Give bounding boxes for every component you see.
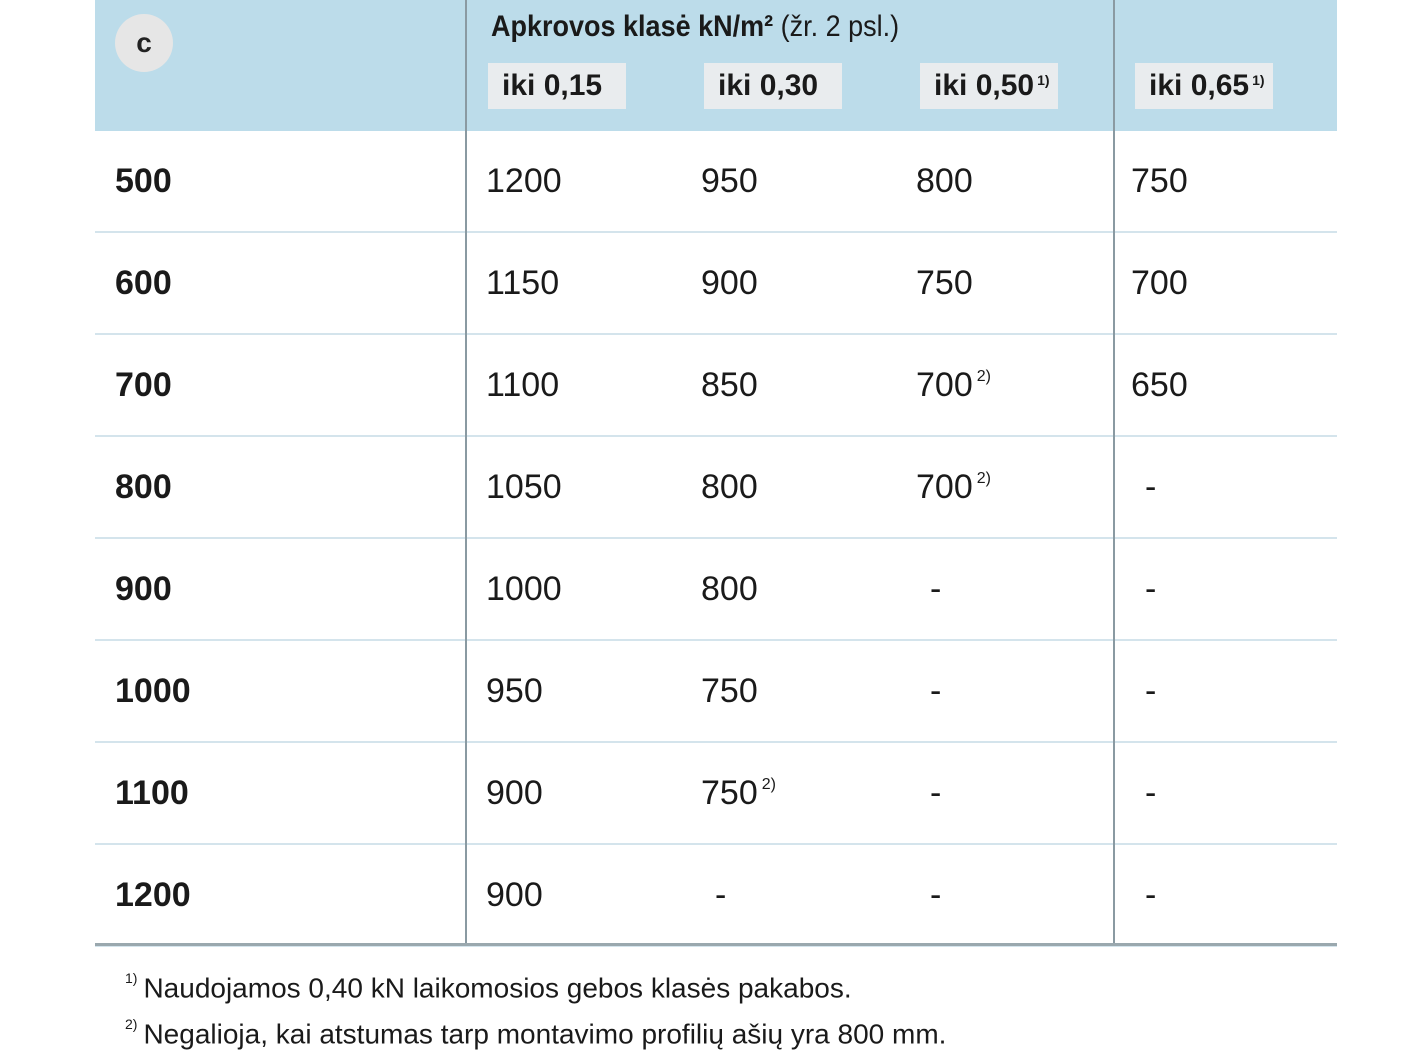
column-header-label: iki 0,50 [934,69,1035,102]
table-cell [1145,437,1156,537]
table-cell [701,335,758,435]
cell-value: 1100 [486,365,560,404]
cell-value: 900 [701,263,758,302]
cell-value: 700 [1131,263,1188,302]
cell-value: 750 [1131,161,1188,200]
table-cell [486,131,562,231]
load-class-title-bold: Apkrovos klasė kN/m² [491,10,774,43]
table-row [95,335,1337,437]
footnote-marker: 1) [1252,72,1265,88]
cell-value: - [715,875,727,914]
footnote-marker: 2) [125,1016,138,1033]
cell-value: - [1145,467,1157,506]
span-table [95,0,1337,914]
cell-value: 900 [486,773,543,812]
table-row [95,233,1337,335]
row-c-value: 700 [115,365,172,404]
cell-value: - [1145,875,1157,914]
table-header [95,0,1337,131]
row-c-value: 600 [115,263,172,302]
table-cell [1131,131,1188,231]
cell-value: 1200 [486,161,562,200]
table-cell [486,539,562,639]
table-cell [1145,743,1156,843]
cell-value: 1000 [486,569,562,608]
table-cell [701,437,758,537]
footnote-marker: 1) [1037,72,1050,88]
column-header-label: iki 0,15 [502,69,603,102]
table-cell [701,641,758,741]
table-cell [1145,641,1156,741]
table-bottom-rule [95,943,1337,946]
footnotes [125,962,946,1055]
table-cell [715,845,726,945]
column-divider [1113,0,1115,945]
table-row [95,437,1337,539]
table-cell [1131,233,1188,333]
cell-value: 1050 [486,467,562,506]
column-header-chip [488,63,626,109]
column-header-label: iki 0,65 [1149,69,1250,102]
column-header-chip [1135,63,1273,109]
cell-value: 750 [701,773,758,812]
table-cell [930,539,941,639]
footnote [125,962,946,1008]
table-cell [486,743,543,843]
cell-value: - [1145,773,1157,812]
table-cell [1145,845,1156,945]
cell-value: 950 [486,671,543,710]
table-cell [701,743,776,843]
table-cell [916,437,991,537]
column-divider [465,0,467,945]
table-cell [916,233,973,333]
row-c-value: 1200 [115,875,191,914]
table-cell [930,845,941,945]
table-row [95,641,1337,743]
column-header-label: iki 0,30 [718,69,819,102]
column-c-badge: c [115,14,173,72]
table-cell [1131,335,1188,435]
row-c-value: 1000 [115,671,191,710]
footnote-text: Negalioja, kai atstumas tarp montavimo profilių ašių yra 800 mm. [143,1018,947,1050]
table-cell [930,641,941,741]
table-row [95,539,1337,641]
footnote-marker: 1) [125,970,138,986]
footnote [125,1008,946,1054]
column-header-chip [704,63,842,109]
cell-value: 1150 [486,263,560,302]
footnote-text: Naudojamos 0,40 kN laikomosios gebos klasės pakabos. [143,972,852,1004]
cell-value: - [1145,671,1157,710]
cell-value: - [930,875,942,914]
cell-value: 750 [916,263,973,302]
table-cell [701,539,758,639]
table-cell [486,437,562,537]
cell-value: - [930,671,942,710]
table-row [95,131,1337,233]
cell-value: 700 [916,365,973,404]
row-c-value: 800 [115,467,172,506]
table-cell [486,845,543,945]
cell-value: 950 [701,161,758,200]
table-cell [930,743,941,843]
table-row [95,845,1337,947]
table-cell [486,335,559,435]
footnote-marker: 2) [976,470,991,487]
table-cell [1145,539,1156,639]
footnote-marker: 2) [761,776,776,793]
table-cell [916,131,973,231]
load-class-title-ref: (žr. 2 psl.) [773,10,900,43]
cell-value: 800 [916,161,973,200]
load-class-title [491,10,899,44]
column-header-chip [920,63,1058,109]
cell-value: 850 [701,365,758,404]
cell-value: - [930,569,942,608]
table-cell [701,131,758,231]
cell-value: 800 [701,467,758,506]
cell-value: 700 [916,467,973,506]
cell-value: 800 [701,569,758,608]
cell-value: - [1145,569,1157,608]
cell-value: 900 [486,875,543,914]
cell-value: 650 [1131,365,1188,404]
row-c-value: 900 [115,569,172,608]
table-row [95,743,1337,845]
table-cell [486,641,543,741]
table-cell [701,233,758,333]
cell-value: - [930,773,942,812]
table-cell [486,233,559,333]
footnote-marker: 2) [976,368,991,385]
row-c-value: 1100 [115,773,189,812]
cell-value: 750 [701,671,758,710]
table-cell [916,335,991,435]
row-c-value: 500 [115,161,172,200]
